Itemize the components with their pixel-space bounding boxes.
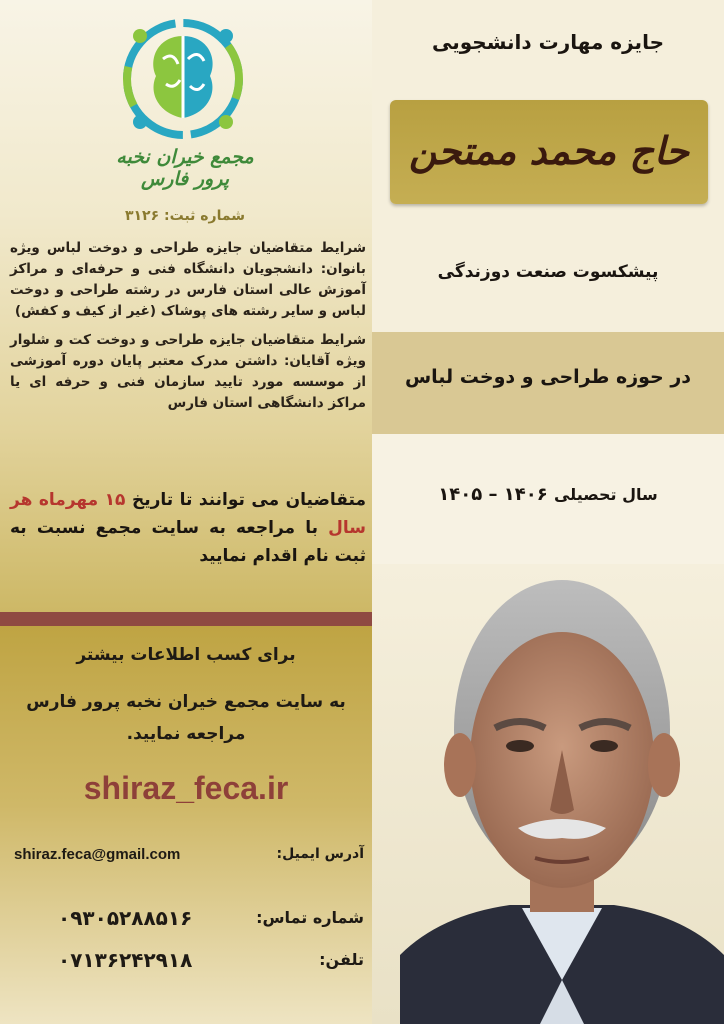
website-link[interactable]: shiraz_feca.ir <box>83 770 289 806</box>
more-info-body: به سایت مجمع خیران نخبه پرور فارس مراجعه نمایید. <box>26 692 346 744</box>
tel-number[interactable]: ۰۷۱۳۶۲۴۲۹۱۸ <box>58 948 193 972</box>
academic-year <box>372 484 724 505</box>
deadline-date: ۱۵ مهرماه هر سال <box>10 490 367 538</box>
name-plate <box>390 100 708 204</box>
email-label: آدرس ایمیل: <box>276 846 364 862</box>
pioneer-title: پیشکسوت صنعت دوزندگی <box>437 262 659 282</box>
divider-bar <box>0 612 372 626</box>
award-title: جایزه مهارت دانشجویی <box>432 30 664 54</box>
deadline-notice <box>10 486 366 570</box>
phone-number[interactable]: ۰۹۳۰۵۲۸۸۵۱۶ <box>58 906 193 930</box>
org-name-calligraphy: مجمع خیران نخبه پرور فارس <box>116 146 254 190</box>
conditions-women: شرایط متقاضیان جایزه طراحی و دوخت لباس ویژه بانوان: دانشجویان دانشگاه فنی و حرفه‌ای و مراکز آموزش عالی استان فارس در رشته طراحی و دوخت لباس و سایر رشته های پوشاک (غیر از کیف و کفش) <box>10 240 366 319</box>
org-logo-icon <box>118 14 248 144</box>
tel-label: تلفن: <box>319 950 364 969</box>
phone-label: شماره تماس: <box>256 908 364 927</box>
person-name: حاج محمد ممتحن <box>408 128 690 173</box>
deadline-text-1: متقاضیان می توانند تا تاریخ <box>131 490 367 510</box>
more-info-title: برای کسب اطلاعات بیشتر <box>76 645 296 665</box>
registration-number: شماره ثبت: ۳۱۲۶ <box>124 208 246 224</box>
year-value: ۱۴۰۶ – ۱۴۰۵ <box>438 484 548 505</box>
portrait-photo <box>400 560 724 1024</box>
email-link[interactable]: shiraz.feca@gmail.com <box>14 846 181 863</box>
conditions-men: شرایط متقاضیان جایزه طراحی و دوخت کت و شلوار ویژه آقایان: داشتن مدرک معتبر پایان دوره آموزشی از موسسه مورد تایید سازمان فنی و حرفه ای یا مراکز دانشگاهی استان فارس <box>10 332 366 411</box>
deadline-text-2: با مراجعه به سایت مجمع نسبت به ثبت نام اقدام نمایید <box>10 518 366 566</box>
field-title: در حوزه طراحی و دوخت لباس <box>404 366 692 388</box>
year-label: سال تحصیلی <box>553 485 658 504</box>
